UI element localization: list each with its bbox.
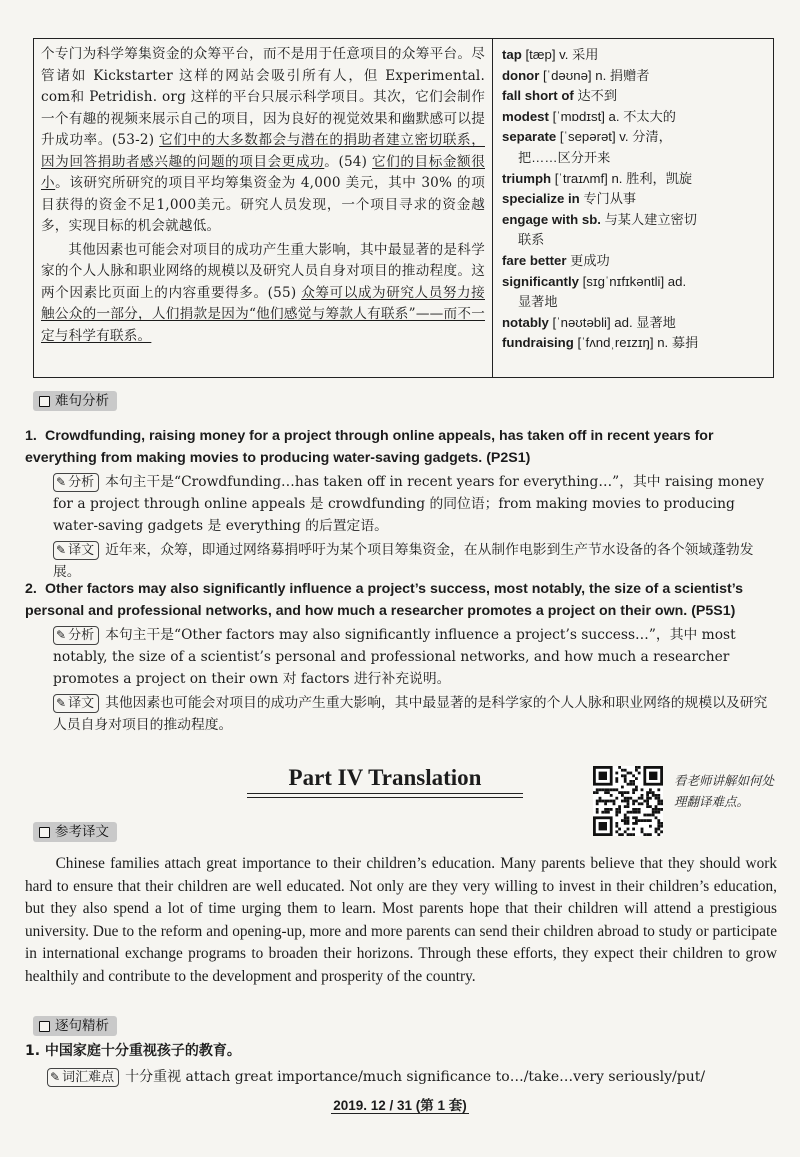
vocab-word: fall short of <box>502 88 574 104</box>
difficult-sentence-tag: 难句分析 <box>33 391 117 411</box>
pen-icon: ✎ <box>50 1070 61 1084</box>
passage-translation <box>41 44 485 347</box>
vocab-definition: [sɪɡˈnɪfɪkəntli] ad. <box>578 273 687 289</box>
vocab-item <box>502 210 767 231</box>
pen-icon: ✎ <box>56 628 67 642</box>
vocab-word: donor <box>502 67 540 83</box>
book-icon <box>39 1021 50 1032</box>
vocab-definition: 达不到 <box>573 88 618 104</box>
vocabulary-list <box>502 45 767 354</box>
vocab-item <box>502 86 767 107</box>
analysis-chip: ✎ 分析 <box>53 473 99 492</box>
vocab-definition: [ˈfʌndˌreɪzɪŋ] n. 募捐 <box>573 335 699 351</box>
vocab-word: tap <box>502 47 522 62</box>
translation-paragraph-2: 其他因素也可能会对项目的成功产生重大影响，其中最显著的是科学家的个人人脉和职业网络的规模以及研究人员自身对项目的推动程度。这两个因素比页面上的内容重要得多。(55) 众筹可以成为研究人员努力接触公众的一部分，人们捐款是因为“他们感觉与筹款人有联系”——而不一定与科学有联系。 <box>41 241 485 344</box>
translation-chip: ✎ 译文 <box>53 694 99 713</box>
sentence-analysis-tag: 逐句精析 <box>33 1016 117 1036</box>
book-icon <box>39 396 50 407</box>
underlined-sentence-54: 它们的目标金额很小 <box>41 153 485 191</box>
vocab-item <box>502 127 767 148</box>
vocab-word: engage with sb. <box>502 211 601 227</box>
vocab-definition: [tæp] v. 采用 <box>521 47 599 62</box>
underlined-sentence-53: 它们中的大多数都会与潜在的捐助者建立密切联系，因为回答捐助者感兴趣的问题的项目会更成功 <box>41 132 485 170</box>
vocab-item <box>502 45 767 66</box>
vocab-word: triumph <box>502 170 552 186</box>
vocab-item <box>502 313 767 334</box>
pen-icon: ✎ <box>56 543 67 557</box>
vocab-item <box>502 66 767 87</box>
reference-translation: Chinese families attach great importance to their children’s education. Many parents believe that they should work hard to ensure that their children are well educated. Not only are they very willing to invest in their children’s education, but they also spend a lot of time urging them to learn. Most parents hope that their children will attend a prestigious university. Due to the reform and opening-up, more and more parents can send their children abroad to study or participate in international exchange programs to broaden their horizons. Through these efforts, they expect their children to grow healthily and contribute to the development and prosperity of the country. <box>25 855 777 985</box>
vocab-item <box>502 272 767 293</box>
passage-box <box>33 38 774 378</box>
vocab-word: modest <box>502 108 549 124</box>
vocab-word: specialize in <box>502 191 580 207</box>
vocab-definition: [ˈdəʊnə] n. 捐赠者 <box>539 67 650 83</box>
book-icon <box>39 827 50 838</box>
vocab-item <box>502 333 767 354</box>
reference-translation-tag: 参考译文 <box>33 822 117 842</box>
difficult-item-1: 1. Crowdfunding, raising money for a project through online appeals, has taken off in recent years for everything from making movies to producing water-saving gadgets. (P2S1) ✎ 分析 本句主干是“Crowdfunding…has taken off in recent years for everything…”，其中 raising money for a project through online appeals 是 crowdfunding 的同位语；from making movies to producing water-saving gadgets 是 everything 的后置定语。 ✎ 译文 近年来，众筹，即通过网络募捐呼吁为某个项目筹集资金，在从制作电影到生产节水设备的各个领域蓬勃发展。 <box>25 428 765 580</box>
vocab-definition: 与某人建立密切 <box>600 211 697 227</box>
vocab-word: fare better <box>502 252 567 268</box>
analysis-item-1: 1. 中国家庭十分重视孩子的教育。 ✎ 词汇难点 十分重视 attach great importance/much significance to…/take…very seriously/put/ <box>25 1043 706 1085</box>
vocab-definition: [ˈnəʊtəbli] ad. 显著地 <box>548 314 676 330</box>
heading-rule <box>247 793 523 794</box>
column-divider <box>492 39 493 377</box>
vocab-item <box>502 107 767 128</box>
pen-icon: ✎ <box>56 696 67 710</box>
vocab-definition: [ˈmɒdɪst] a. 不太大的 <box>548 108 676 124</box>
vocab-item <box>502 169 767 190</box>
analysis-chip: ✎ 分析 <box>53 626 99 645</box>
pen-icon: ✎ <box>56 475 67 489</box>
difficult-item-2: 2. Other factors may also significantly influence a project’s success, most notably, the size of a scientist’s personal and professional networks, and how much a researcher promotes a project on their own. (P5S1) ✎ 分析 本句主干是“Other factors may also significantly influence a project’s success…”，其中 most notably, the size of a scientist’s personal and professional networks, and how much a researcher promotes a project on their own 对 factors 进行补充说明。 ✎ 译文 其他因素也可能会对项目的成功产生重大影响，其中最显著的是科学家的个人人脉和职业网络的规模以及研究人员自身对项目的推动程度。 <box>25 581 768 733</box>
vocab-word: significantly <box>502 273 579 289</box>
vocab-item <box>502 189 767 210</box>
vocab-definition-cont: 显著地 <box>518 294 558 310</box>
page-footer: 2019. 12 / 31 (第 1 套) <box>333 1098 467 1113</box>
vocab-definition: 专门从事 <box>579 191 637 207</box>
vocab-word: fundraising <box>502 335 574 351</box>
vocab-definition: 更成功 <box>566 252 610 268</box>
vocab-item <box>502 251 767 272</box>
vocab-definition: [ˈtraɪʌmf] n. 胜利，凯旋 <box>551 170 693 186</box>
vocab-definition-cont: 联系 <box>518 232 545 248</box>
part-heading: Part IV Translation <box>288 765 482 790</box>
translation-chip: ✎ 译文 <box>53 541 99 560</box>
translation-paragraph-1: 个专门为科学筹集资金的众筹平台，而不是用于任意项目的众筹平台。尽管诸如 Kickstarter 这样的网站会吸引所有人，但 Experimental. com和 Petridish. org 这样的平台只展示科学项目。其次，它们会制作一个有趣的视频来展示自己的项目，因为良好的视觉效果和幽默感可以提升成功率。(53-2) 它们中的大多数都会与潜在的捐助者建立密切联系，因为回答捐助者感兴趣的问题的项目会更成功。(54) 它们的目标金额很小。该研究所研究的项目平均筹集资金为 4,000 美元，其中 30% 的项目获得的资金不足1,000美元。研究人员发现，一个项目寻求的资金越多，实现目标的机会就越低。 <box>41 46 485 234</box>
qr-code-icon[interactable] <box>593 766 663 836</box>
vocab-word: notably <box>502 314 549 330</box>
vocab-definition-cont: 把……区分开来 <box>518 149 611 165</box>
qr-note: 看老师讲解如何处理翻译难点。 <box>674 773 775 809</box>
vocab-definition: [ˈsepərət] v. 分清， <box>556 129 672 145</box>
vocab-word: separate <box>502 129 557 145</box>
vocab-chip: ✎ 词汇难点 <box>47 1068 119 1087</box>
underlined-sentence-55: 众筹可以成为研究人员努力接触公众的一部分，人们捐款是因为“他们感觉与筹款人有联系”——而不一定与科学有联系。 <box>41 284 485 344</box>
heading-rule <box>247 797 523 798</box>
